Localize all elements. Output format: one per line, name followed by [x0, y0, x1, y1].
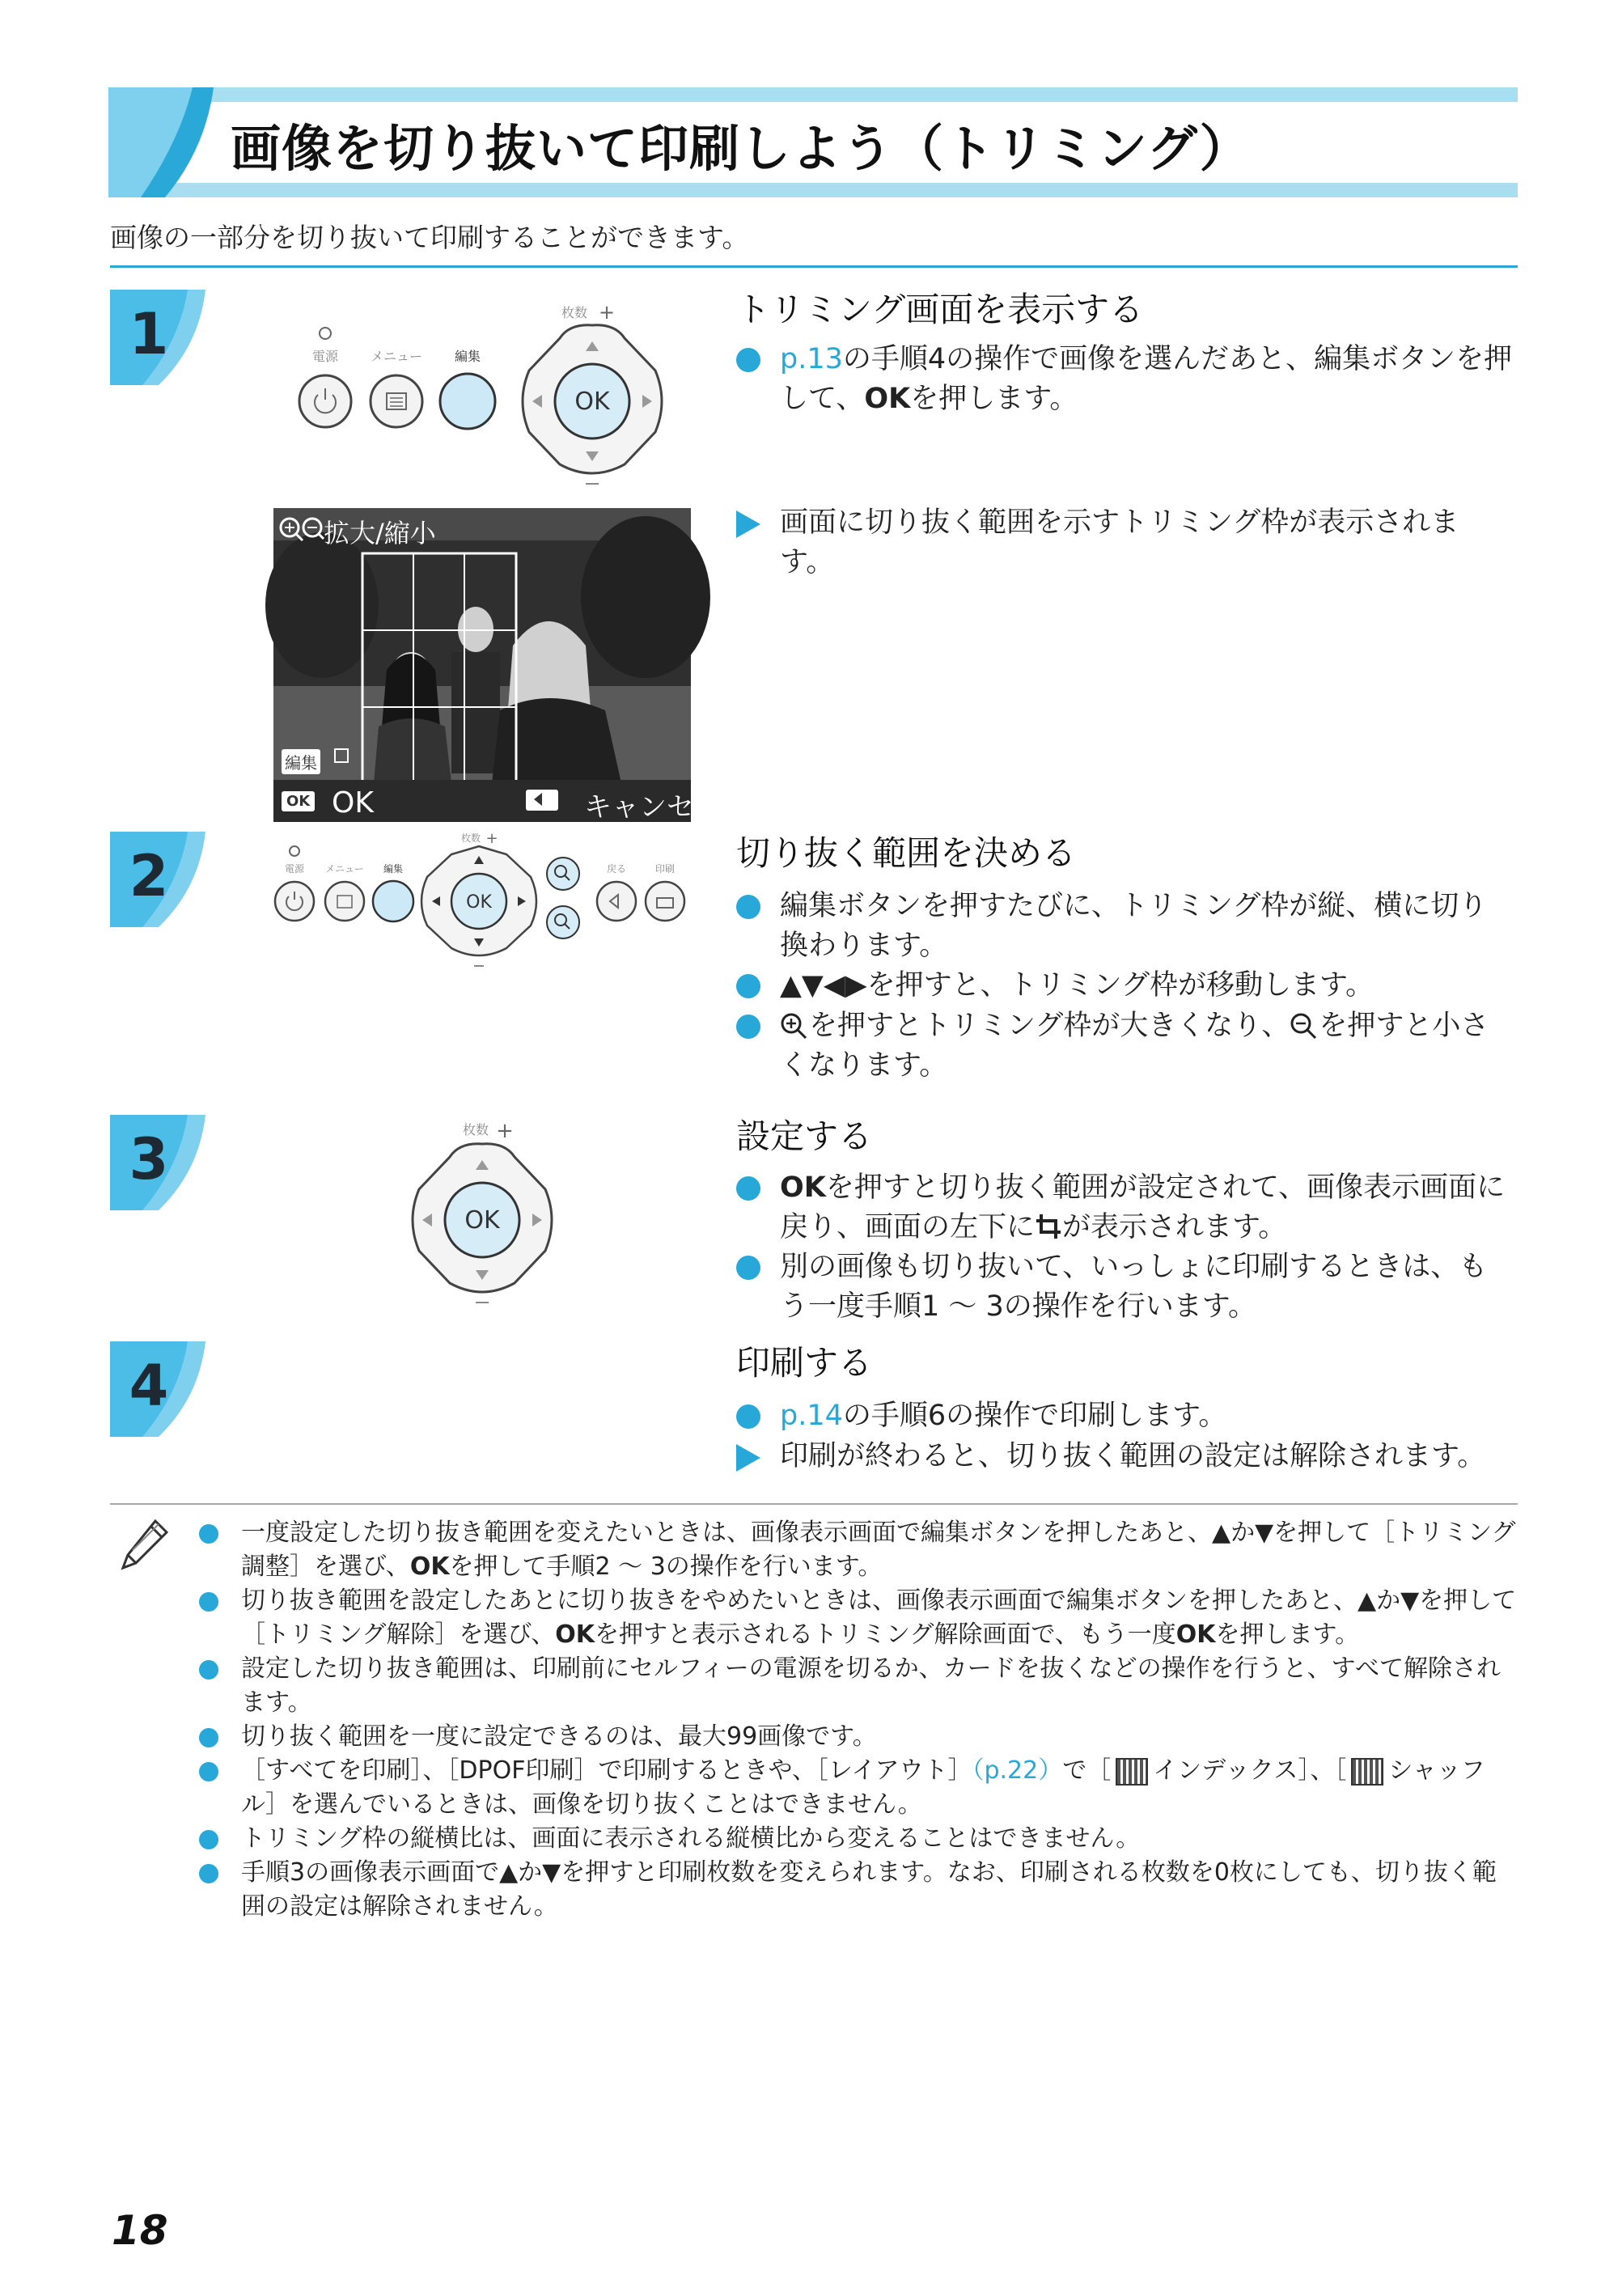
page-title: 画像を切り抜いて印刷しよう（トリミング）: [231, 119, 1251, 178]
note-1: 一度設定した切り抜き範囲を変えたいときは、画像表示画面で編集ボタンを押したあと、▲か▼を押して［トリミング調整］を選び、OKを押して手順2 〜 3の操作を行います。: [199, 1516, 1518, 1584]
menu-button[interactable]: [371, 375, 422, 427]
plus-icon: +: [598, 301, 616, 324]
note-divider: [110, 1503, 1518, 1505]
step-1-number: 1: [129, 301, 169, 367]
intro-text: 画像の一部分を切り抜いて印刷することができます。: [110, 222, 749, 253]
zoom-out-icon-inline: [1290, 1012, 1319, 1040]
step-4-heading: 印刷する: [736, 1343, 873, 1383]
step-1-heading: トリミング画面を表示する: [736, 290, 1144, 329]
edit-label-2: 編集: [383, 863, 404, 875]
note-4: 切り抜く範囲を一度に設定できるのは、最大99画像です。: [199, 1720, 1518, 1754]
page-number: 18: [112, 2207, 168, 2254]
index-layout-icon: [1116, 1758, 1148, 1786]
page-link-p22[interactable]: （p.22）: [972, 1756, 1063, 1785]
note-6: トリミング枠の縦横比は、画面に表示される縦横比から変えることはできません。: [199, 1822, 1518, 1856]
step-4-result: 印刷が終わると、切り抜く範囲の設定は解除されます。: [736, 1437, 1513, 1476]
step-4-number: 4: [129, 1353, 169, 1419]
power-label-2: 電源: [284, 863, 305, 875]
back-button[interactable]: [597, 882, 636, 921]
screen-cancel-label: キャンセル: [584, 791, 722, 824]
trim-icon-inline: [1035, 1213, 1062, 1240]
count-label-3: 枚数: [462, 1122, 489, 1137]
ok-badge: OK: [282, 791, 315, 811]
step-2-bullet-1: 編集ボタンを押すたびに、トリミング枠が縦、横に切り換わります。: [736, 887, 1513, 966]
count-label: 枚数: [561, 305, 588, 320]
step-3-control-panel: [404, 1120, 566, 1314]
step-2-tab: [110, 832, 205, 927]
svg-text:+: +: [496, 1119, 514, 1143]
zoom-in-icon-inline: [780, 1012, 809, 1040]
step-3-tab: [110, 1115, 205, 1210]
title-band-top: [110, 87, 1518, 102]
step-2-bullet-3: を押すとトリミング枠が大きくなり、 を押すと小さくなります。: [736, 1006, 1513, 1086]
step-1-bullet-1: p.13の手順4の操作で画像を選んだあと、編集ボタンを押して、OKを押します。: [736, 340, 1513, 419]
trimming-screen-preview: [273, 508, 722, 824]
power-button[interactable]: [299, 375, 351, 427]
note-3: 設定した切り抜き範囲は、印刷前にセルフィーの電源を切るか、カードを抜くなどの操作を行うと、すべて解除されます。: [199, 1652, 1518, 1720]
note-7: 手順3の画像表示画面で▲か▼を押すと印刷枚数を変えられます。なお、印刷される枚数を0枚にしても、切り抜く範囲の設定は解除されません。: [199, 1856, 1518, 1924]
power-button-2[interactable]: [275, 882, 314, 921]
back-label: 戻る: [606, 863, 627, 875]
step-1-tab: [110, 290, 205, 385]
menu-label-2: メニュー: [324, 863, 365, 875]
menu-button-2[interactable]: [325, 882, 364, 921]
step-2-number: 2: [129, 843, 169, 909]
power-label: 電源: [311, 349, 339, 364]
step-2-bullet-2: ▲▼◀▶を押すと、トリミング枠が移動します。: [736, 966, 1513, 1006]
result-arrow-icon: [736, 510, 760, 538]
ok-button-2[interactable]: OK: [466, 892, 492, 913]
step-2-heading: 切り抜く範囲を決める: [736, 833, 1077, 873]
edit-button-2[interactable]: [373, 881, 413, 921]
pencil-icon: [120, 1518, 170, 1573]
shuffle-layout-icon: [1351, 1758, 1383, 1786]
count-label-2: 枚数: [460, 832, 481, 844]
step-1-result: 画面に切り抜く範囲を示すトリミング枠が表示されます。: [736, 503, 1513, 582]
step-2-control-panel: [272, 830, 693, 976]
step-3-bullet-1: OKを押すと切り抜く範囲が設定されて、画像表示画面に戻り、画面の左下に が表示されます。: [736, 1168, 1513, 1248]
step-3-bullet-2: 別の画像も切り抜いて、いっしょに印刷するときは、もう一度手順1 〜 3の操作を行います。: [736, 1248, 1513, 1327]
page-link-p13[interactable]: p.13: [780, 343, 843, 375]
edit-badge: 編集: [282, 749, 320, 774]
step-4-tab: [110, 1341, 205, 1437]
step-1-control-panel: [291, 301, 680, 495]
ok-button[interactable]: OK: [574, 388, 610, 416]
title-band-bottom: [110, 183, 1518, 197]
step-4-bullet-1: p.14の手順6の操作で印刷します。: [736, 1396, 1513, 1436]
page-link-p14[interactable]: p.14: [780, 1400, 843, 1432]
bullet-dot-icon: [736, 348, 760, 372]
edit-button[interactable]: [440, 374, 495, 429]
svg-text:+: +: [485, 830, 498, 847]
zoom-out-button[interactable]: [547, 906, 579, 938]
print-label: 印刷: [654, 863, 676, 875]
note-2: 切り抜き範囲を設定したあとに切り抜きをやめたいときは、画像表示画面で編集ボタンを押したあと、▲か▼を押して［トリミング解除］を選び、OKを押すと表示されるトリミング解除画面で、もう一度OKを押します。: [199, 1584, 1518, 1652]
zoom-in-button[interactable]: [547, 858, 579, 890]
screen-ok-label: OK: [332, 786, 374, 820]
zoom-label: 拡大/縮小: [324, 518, 436, 549]
ok-button-3[interactable]: OK: [464, 1206, 500, 1235]
title-swoosh-decoration: [108, 84, 214, 201]
edit-label: 編集: [454, 349, 481, 364]
menu-label: メニュー: [370, 349, 423, 364]
step-3-heading: 設定する: [736, 1116, 873, 1156]
step-3-number: 3: [129, 1126, 169, 1192]
print-button[interactable]: [646, 882, 684, 921]
note-5: ［すべてを印刷］、［DPOF印刷］で印刷するときや、［レイアウト］（p.22）で［ インデックス］、［ シャッフル］を選んでいるときは、画像を切り抜くことはできません。: [199, 1754, 1518, 1822]
intro-divider: [110, 265, 1518, 268]
